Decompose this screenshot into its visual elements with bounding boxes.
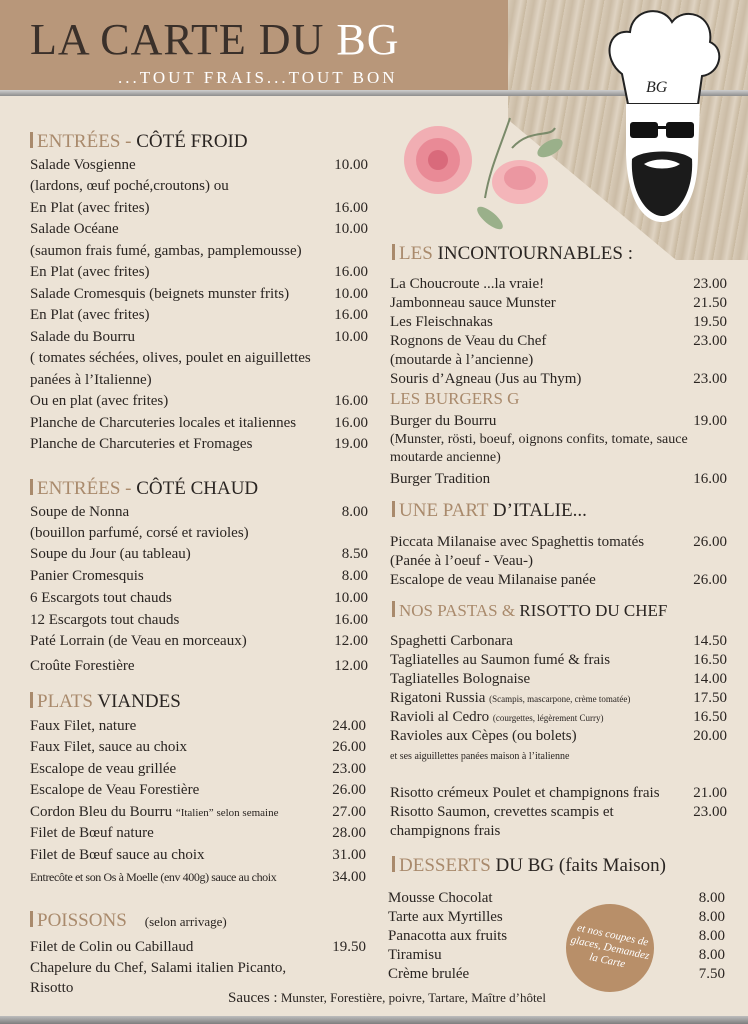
menu-item: Cordon Bleu du Bourru “Italien” selon semaine 27.00 bbox=[30, 804, 366, 820]
menu-item: Planche de Charcuteries locales et italiennes 16.00 bbox=[30, 415, 368, 431]
section-entrees-chaud: ENTRÉES - CÔTÉ CHAUD bbox=[30, 478, 258, 500]
menu-item: Faux Filet, nature 24.00 bbox=[30, 718, 366, 734]
chef-logo-icon bbox=[602, 4, 722, 224]
menu-item: Burger du Bourru 19.00 bbox=[390, 413, 727, 429]
menu-item: Rognons de Veau du Chef 23.00 bbox=[390, 333, 727, 349]
menu-item: Filet de Bœuf nature 28.00 bbox=[30, 825, 366, 841]
menu-item: Panier Cromesquis 8.00 bbox=[30, 568, 368, 584]
menu-item: Salade Vosgienne 10.00 bbox=[30, 157, 368, 173]
menu-item: Risotto crémeux Poulet et champignons frais 21.00 bbox=[390, 785, 727, 801]
menu-item-note: champignons frais bbox=[390, 823, 501, 839]
sauces-footer: Sauces : Munster, Forestière, poivre, Tartare, Maître d’hôtel bbox=[228, 990, 546, 1006]
menu-item-note: ( tomates séchées, olives, poulet en aiguillettes bbox=[30, 350, 311, 366]
menu-item: Ou en plat (avec frites) 16.00 bbox=[30, 393, 368, 409]
menu-item: Tagliatelles au Saumon fumé & frais 16.50 bbox=[390, 652, 727, 668]
menu-item: Soupe du Jour (au tableau) 8.50 bbox=[30, 546, 368, 562]
menu-item: Escalope de veau Milanaise panée 26.00 bbox=[390, 572, 727, 588]
menu-item: Rigatoni Russia (Scampis, mascarpone, crème tomatée) 17.50 bbox=[390, 690, 727, 706]
menu-item: Tarte aux Myrtilles 8.00 bbox=[388, 909, 725, 925]
menu-item: Ravioles aux Cèpes (ou bolets) 20.00 bbox=[390, 728, 727, 744]
menu-item: Salade Cromesquis (beignets munster frits) 10.00 bbox=[30, 286, 368, 302]
menu-item-note: et ses aiguillettes panées maison à l’italienne bbox=[390, 751, 570, 762]
menu-item-note: (saumon frais fumé, gambas, pamplemousse) bbox=[30, 243, 302, 259]
footer-divider bbox=[0, 1016, 748, 1024]
menu-item: Escalope de Veau Forestière 26.00 bbox=[30, 782, 366, 798]
section-pastas: NOS PASTAS & RISOTTO DU CHEF bbox=[392, 600, 667, 622]
menu-item-note: (lardons, œuf poché,croutons) ou bbox=[30, 178, 229, 194]
menu-item: Panacotta aux fruits 8.00 bbox=[388, 928, 725, 944]
section-italie: UNE PART D’ITALIE... bbox=[392, 500, 587, 522]
menu-item-note: Risotto bbox=[30, 980, 74, 996]
menu-item: Spaghetti Carbonara 14.50 bbox=[390, 633, 727, 649]
menu-item: Souris d’Agneau (Jus au Thym) 23.00 bbox=[390, 371, 727, 387]
page-title: LA CARTE DU BG bbox=[30, 15, 400, 64]
section-plats-viandes: PLATS VIANDES bbox=[30, 691, 181, 713]
menu-item-note: Chapelure du Chef, Salami italien Picanto, bbox=[30, 960, 287, 976]
menu-item: Burger Tradition 16.00 bbox=[390, 471, 727, 487]
page-subtitle: ...TOUT FRAIS...TOUT BON bbox=[118, 68, 398, 87]
section-incontournables: LES INCONTOURNABLES : bbox=[392, 243, 633, 265]
menu-item: 12 Escargots tout chauds 16.00 bbox=[30, 612, 368, 628]
section-entrees-froid: ENTRÉES - CÔTÉ FROID bbox=[30, 131, 248, 153]
menu-item: Entrecôte et son Os à Moelle (env 400g) sauce au choix 34.00 bbox=[30, 869, 366, 885]
section-burgers: LES BURGERS G bbox=[390, 389, 520, 408]
menu-item: Tiramisu 8.00 bbox=[388, 947, 725, 963]
menu-item: Les Fleischnakas 19.50 bbox=[390, 314, 727, 330]
section-poissons: POISSONS (selon arrivage) bbox=[30, 910, 227, 933]
menu-item: En Plat (avec frites) 16.00 bbox=[30, 264, 368, 280]
flower-illustration bbox=[390, 108, 570, 238]
menu-item: Filet de Bœuf sauce au choix 31.00 bbox=[30, 847, 366, 863]
chef-hat-text: BG bbox=[646, 79, 668, 96]
menu-item: Salade du Bourru 10.00 bbox=[30, 329, 368, 345]
menu-item: En Plat (avec frites) 16.00 bbox=[30, 200, 368, 216]
menu-item: Planche de Charcuteries et Fromages 19.00 bbox=[30, 436, 368, 452]
menu-item-note: (Munster, rösti, boeuf, oignons confits, tomate, sauce bbox=[390, 432, 688, 447]
menu-item: Jambonneau sauce Munster 21.50 bbox=[390, 295, 727, 311]
menu-item: Piccata Milanaise avec Spaghettis tomatés 26.00 bbox=[390, 534, 727, 550]
menu-item: Faux Filet, sauce au choix 26.00 bbox=[30, 739, 366, 755]
menu-item: En Plat (avec frites) 16.00 bbox=[30, 307, 368, 323]
menu-item: Filet de Colin ou Cabillaud 19.50 bbox=[30, 939, 366, 955]
menu-item-note: panées à l’Italienne) bbox=[30, 372, 152, 388]
menu-item: 6 Escargots tout chauds 10.00 bbox=[30, 590, 368, 606]
menu-item-note: moutarde ancienne) bbox=[390, 450, 501, 465]
menu-item: Mousse Chocolat 8.00 bbox=[388, 890, 725, 906]
menu-item: Soupe de Nonna 8.00 bbox=[30, 504, 368, 520]
menu-item-note: (moutarde à l’ancienne) bbox=[390, 352, 534, 368]
menu-item: Salade Océane 10.00 bbox=[30, 221, 368, 237]
menu-item: Croûte Forestière 12.00 bbox=[30, 658, 368, 674]
ice-cream-badge: et nos coupes de glaces, Demandez la Carte bbox=[558, 896, 662, 1000]
menu-item: Risotto Saumon, crevettes scampis et 23.00 bbox=[390, 804, 727, 820]
menu-item: Ravioli al Cedro (courgettes, légèrement Curry) 16.50 bbox=[390, 709, 727, 725]
menu-item-note: (Panée à l’oeuf - Veau-) bbox=[390, 553, 533, 569]
menu-item-note: (bouillon parfumé, corsé et ravioles) bbox=[30, 525, 249, 541]
section-desserts: DESSERTS DU BG (faits Maison) bbox=[392, 855, 666, 877]
menu-item: Tagliatelles Bolognaise 14.00 bbox=[390, 671, 727, 687]
menu-item: Paté Lorrain (de Veau en morceaux) 12.00 bbox=[30, 633, 368, 649]
menu-item: Escalope de veau grillée 23.00 bbox=[30, 761, 366, 777]
menu-item: La Choucroute ...la vraie! 23.00 bbox=[390, 276, 727, 292]
menu-item: Crème brulée 7.50 bbox=[388, 966, 725, 982]
